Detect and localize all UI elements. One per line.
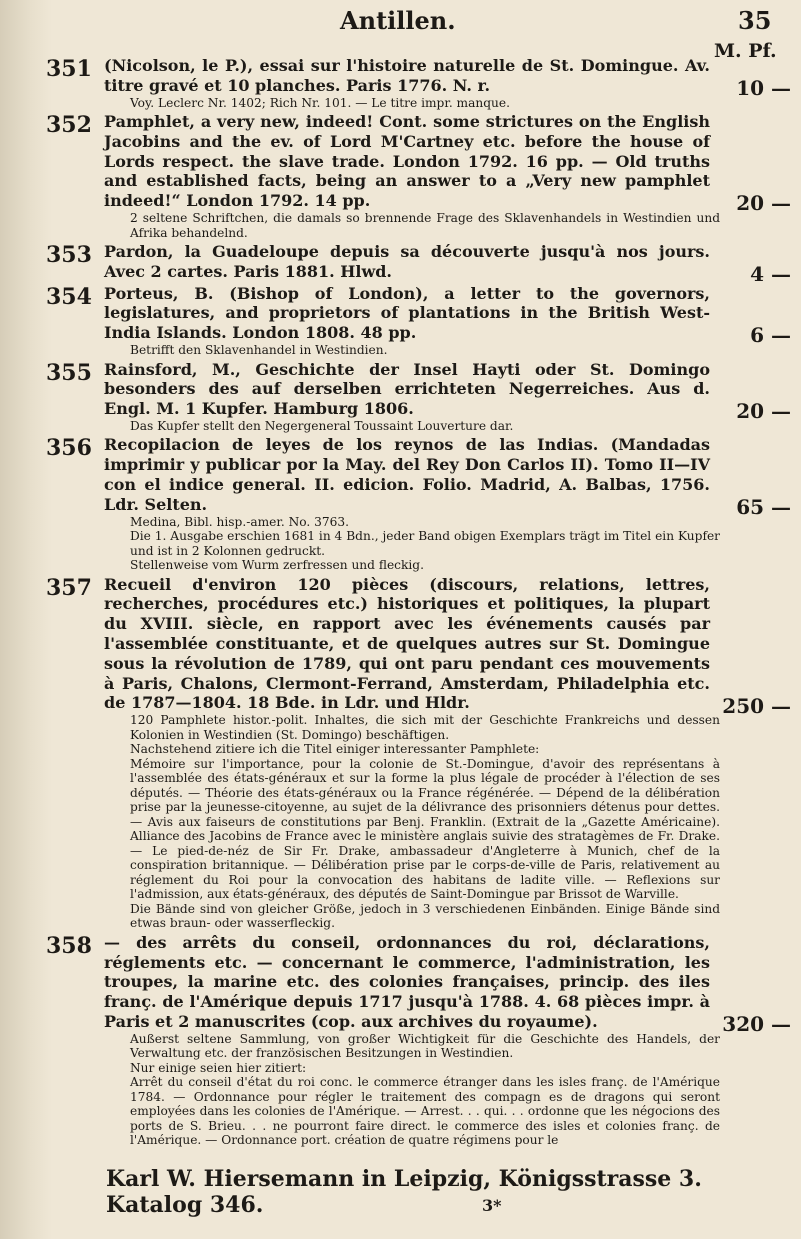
entry-price: 250 — [722,693,791,718]
page-header [0,6,801,62]
entry-number: 354 [46,283,92,310]
entry-note: Nachstehend zitiere ich die Titel einiger interessanter Pamphlete: [130,742,540,757]
entry-price: 4 — [750,262,791,287]
entry-number: 357 [46,574,92,601]
entry-note: Nur einige seien hier zitiert: [130,1060,307,1075]
entry-description: Rainsford, M., Geschichte der Insel Hayti oder St. Domingo besonders des auf derselben errichteten Negerreiches. Aus d. Engl. M. 1 Kupfer. Hamburg 1806. [104,359,710,419]
entry-description: Recopilacion de leyes de los reynos de las Indias. (Mandadas imprimir y publicar por la May. del Rey Don Carlos II). Tomo II—IV con el indice general. II. edicion. Folio. Madrid, A. Balbas, 1756. Ldr. Selten. [104,435,710,514]
signature-mark: 3* [482,1196,502,1215]
entry-note: Außerst seltene Sammlung, von großer Wichtigkeit für die Geschichte des Handels, der Verwaltung etc. der französischen Besitzungen in Westindien. [130,1031,720,1061]
catalog-entry [0,56,801,110]
catalog-entry [0,242,801,287]
entry-note: 120 Pamphlete histor.-polit. Inhaltes, die sich mit der Geschichte Frankreichs und dessen Kolonien in Westindien (St. Domingo) beschäftigen. [130,713,720,742]
catalog-entry [0,112,801,240]
entry-note: Medina, Bibl. hisp.-amer. No. 3763. [130,514,350,529]
entry-note: Das Kupfer stellt den Negergeneral Toussaint Louverture dar. [130,418,514,433]
entry-number: 355 [46,359,92,386]
publisher-line: Karl W. Hiersemann in Leipzig, Königsstrasse 3. Katalog 346. [106,1166,702,1218]
entry-description: (Nicolson, le P.), essai sur l'histoire naturelle de St. Domingue. Av. titre gravé et 10 planches. Paris 1776. N. r. [104,56,710,95]
entry-number: 353 [46,242,92,269]
entry-note: Die 1. Ausgabe erschien 1681 in 4 Bdn., jeder Band obigen Exemplars trägt im Titel ein Kupfer und ist in 2 Kolonnen gedruckt. [130,529,720,558]
entry-description: Pardon, la Guadeloupe depuis sa découverte jusqu'à nos jours. Avec 2 cartes. Paris 1881. Hlwd. [104,242,710,281]
entry-price: 10 — [736,76,791,101]
entry-note: Mémoire sur l'importance, pour la colonie de St.-Domingue, d'avoir des représentans à l'assemblée des états-généraux et sur la forme la plus légale de procéder à l'élection de ses députés. — Théorie des états-généraux ou la France régénérée. — Dépend de la délibération prise par la jeunesse-citoyenne, au sujet de la délivrance des prisonniers détenus pour dettes. — Avis aux faiseurs de constitutions par Benj. Franklin. (Extrait de la „Gazette Américaine). Alliance des Jacobins de France avec le ministère anglais suivie des stratagèmes de Fr. Drake. — Le pied-de-néz de Sir Fr. Drake, ambassadeur d'Angleterre à Munich, chef de la conspiration britannique. — Délibération prise par le corps-de-ville de Paris, relativement au réglement du Roi pour la convocation des habitans de ladite ville. — Reflexions sur l'admission, aux états-généraux, des députés de Saint-Domingue par Brissot de Warville. [130,756,720,902]
entry-price: 65 — [736,494,791,519]
entry-price: 320 — [722,1011,791,1036]
catalog-entry [0,575,801,931]
entry-number: 351 [46,56,92,82]
running-title: Antillen. [340,6,456,35]
entry-note: Voy. Leclerc Nr. 1402; Rich Nr. 101. — Le titre impr. manque. [130,95,510,110]
catalog-entry [0,435,801,572]
price-column-header: M. Pf. [714,40,777,62]
entry-price: 6 — [750,322,791,347]
catalog-entry [0,284,801,358]
entry-description: Pamphlet, a very new, indeed! Cont. some strictures on the English Jacobins and the ev. of Lord M'Cartney etc. before the house of Lords respect. the slave trade. London 1792. 16 pp. — Old truths and established facts, being an answer to a „Very new pamphlet indeed!“ London 1792. 14 pp. [104,112,710,211]
entry-price: 20 — [736,191,791,216]
entry-note: Stellenweise vom Wurm zerfressen und fleckig. [130,558,424,573]
entry-number: 352 [46,112,92,139]
entry-number: 356 [46,435,92,462]
page-number: 35 [738,6,772,35]
entry-note: 2 seltene Schriftchen, die damals so brennende Frage des Sklavenhandels in Westindien und Afrika behandelnd. [130,211,720,240]
catalog-entry [0,933,801,1148]
entry-note: Arrêt du conseil d'état du roi conc. le commerce étranger dans les isles franç. de l'Amérique 1784. — Ordonnance pour régler le traitement des compagn es de dragons qui seront employées dans les colonies de l'Amérique. — Arrest. . . qui. . . ordonne que les négocions des ports de S. Brieu. . . ne pourront faire direct. le commerce des isles et colonies franç. de l'Amérique. — Ordonnance port. création de quatre régimens pour le [130,1075,720,1148]
entry-description: — des arrêts du conseil, ordonnances du roi, déclarations, réglements etc. — concernant le commerce, l'administration, les troupes, la marine etc. des colonies françaises, princip. des iles franç. de l'Amérique depuis 1717 jusqu'à 1788. 4. 68 pièces impr. à Paris et 2 manuscrites (cop. aux archives du royaume). [104,932,710,1031]
entry-note: Die Bände sind von gleicher Größe, jedoch in 3 verschiedenen Einbänden. Einige Bände sind etwas braun- oder wasserfleckig. [130,901,720,931]
entry-number: 358 [46,932,92,959]
entry-description: Porteus, B. (Bishop of London), a letter to the governors, legislatures, and proprietors of plantations in the British West-India Islands. London 1808. 48 pp. [104,283,710,343]
entry-price: 20 — [736,398,791,423]
entry-description: Recueil d'environ 120 pièces (discours, relations, lettres, recherches, procédures etc.) historiques et politiques, la plupart du XVIII. siècle, en rapport avec les événements causés par l'assemblée constituante, et de quelques autres sur St. Domingue sous la révolution de 1789, qui ont paru pendant ces mouvements à Paris, Chalons, Clermont-Ferrand, Amsterdam, Philadelphia etc. de 1787—1804. 18 Bde. in Ldr. und Hldr. [104,574,710,713]
catalog-entry [0,360,801,434]
catalog-entries [0,56,801,1150]
entry-note: Betrifft den Sklavenhandel in Westindien. [130,343,388,358]
